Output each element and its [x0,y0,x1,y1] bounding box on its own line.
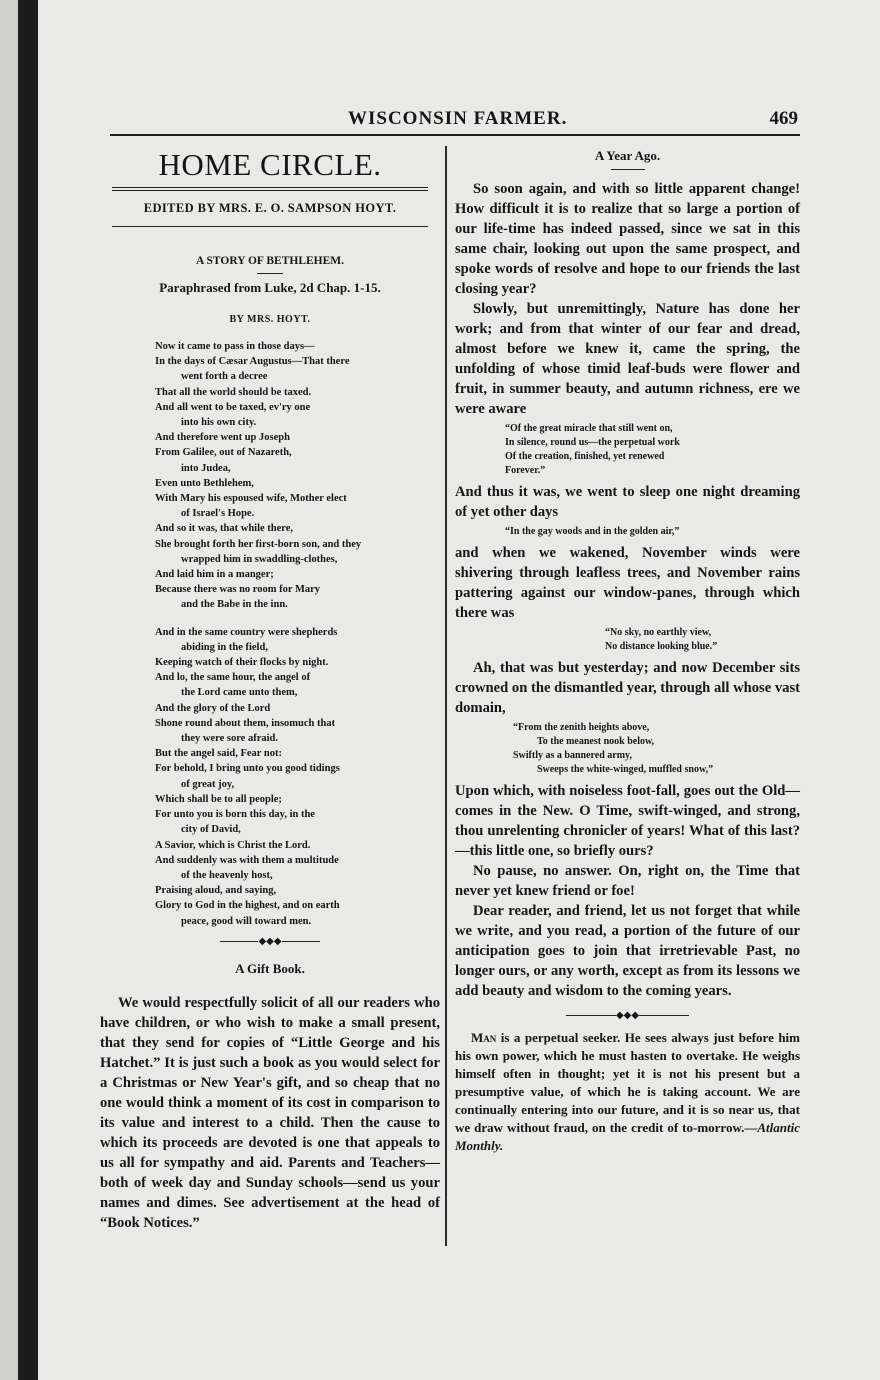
quote-line: “Of the great miracle that still went on, [505,423,673,434]
poem-line: And therefore went up Joseph [155,432,290,444]
title-double-rule [112,187,428,191]
page-edge [0,0,18,1380]
poem-line: Keeping watch of their flocks by night. [155,657,329,669]
gift-book-text: We would respectfully solicit of all our readers who have children, or who wish to make a small present, that they send for copies of “Little George and his Hatchet.” It is just such a book as you would select for a Christmas or New Year's gift, and so cheap that no one would think a moment of its cost in comparison to its value and interest to a child. Then the cause to which its proceeds are devoted is one that appeals to us all for sympathy and aid. Parents and Teachers—both of week day and Sunday schools—send us your names and dimes. See advertisement at the head of “Book Notices.” [100,994,440,1231]
poem-line: into his own city. [181,417,257,429]
poem-line: into Judea, [181,462,231,474]
poem-line: of the heavenly host, [181,869,273,881]
poem-line: abiding in the field, [181,641,268,653]
poem-line: That all the world should be taxed. [155,386,312,398]
section-title: HOME CIRCLE. [158,147,382,182]
paragraph: No pause, no answer. On, right on, the Time that never yet knew friend or foe! [455,863,800,899]
quote-line: “No sky, no earthly view, [605,627,712,638]
paragraph-text: is a perpetual seeker. He sees always just before him his own power, which he must hasten to overtake. He weighs himself often in thought; yet it is not his present but a presumptive value, of which he is taking account. We are continually entering into our future, and it is so near us, that we draw without fraud, on the credit of to-morrow.— [455,1030,800,1135]
poem-line: And in the same country were shepherds [155,626,338,638]
poem-line: they were sore afraid. [181,733,279,745]
poem-line: From Galilee, out of Nazareth, [155,447,292,459]
poem-line: For behold, I bring unto you good tidings [155,763,340,775]
quote-line: “From the zenith heights above, [513,722,650,733]
poem-line: Shone round about them, insomuch that [155,717,336,729]
quote-line: Forever.” [505,465,546,476]
lead-word: Man [471,1030,497,1045]
quote-line: To the meanest nook below, [537,736,655,747]
page-number: 469 [769,108,798,129]
header-rule [110,134,800,136]
paragraph: And thus it was, we went to sleep one night dreaming of yet other days [455,484,800,520]
quote-line: Swiftly as a bannered army, [513,750,632,761]
quote-block [455,721,800,777]
source-credit: Atlantic Monthly. [455,1120,800,1153]
poem-line: went forth a decree [181,371,268,383]
quote-line: No distance looking blue.” [605,641,718,652]
quote-line: “In the gay woods and in the golden air,” [505,526,680,537]
poem-line: city of David, [181,824,241,836]
quote-block [455,626,800,654]
quote-line: In silence, round us—the perpetual work [505,437,680,448]
poem-line: wrapped him in swaddling-clothes, [181,553,338,565]
left-column [100,140,440,1233]
gift-book-title: A Gift Book. [235,960,305,976]
year-ago-title: A Year Ago. [594,148,661,163]
poem-line: of great joy, [181,778,235,790]
poem [100,339,440,929]
poem-line: With Mary his espoused wife, Mother elect [155,493,347,505]
byline: BY MRS. HOYT. [229,314,311,325]
poem-line: She brought forth her first-born son, and they [155,538,362,550]
man-seeker-article [455,1029,800,1155]
poem-line: And laid him in a manger; [155,569,274,581]
running-title: WISCONSIN FARMER. [348,108,568,129]
poem-line: Even unto Bethlehem, [155,477,254,489]
editor-line: EDITED BY MRS. E. O. SAMPSON HOYT. [143,201,397,215]
ornament-divider: ◆◆◆ [455,1011,800,1021]
quote-line: Of the creation, finished, yet renewed [505,451,665,462]
poem-line: peace, good will toward men. [181,915,312,927]
poem-line: of Israel's Hope. [181,508,255,520]
poem-line: And so it was, that while there, [155,523,294,535]
poem-line: Because there was no room for Mary [155,584,321,596]
year-ago-title-rule [611,169,645,170]
quote-block [455,525,800,539]
poem-line: And the glory of the Lord [155,702,271,714]
poem-line: And all went to be taxed, ev'ry one [155,401,311,413]
running-head [110,108,800,136]
paragraph: and when we wakened, November winds were shivering through leafless trees, and November rains pattering against our window-panes, through which there was [455,545,800,621]
poem-line: And suddenly was with them a multitude [155,854,339,866]
poem-line: And lo, the same hour, the angel of [155,672,311,684]
poem-line: Glory to God in the highest, and on earth [155,900,340,912]
paragraph [455,1029,800,1155]
gift-book-article [100,993,440,1233]
editor-rule [112,226,428,227]
story-title: A STORY OF BETHLEHEM. [195,255,345,267]
paragraph: Dear reader, and friend, let us not forget that while we write, and you read, a portion of the future of our anticipation goes to join that irretrievable Past, no longer ours, or any worth, except as from its lessons we add beauty and wisdom to the coming years. [455,903,800,999]
binding-shadow [18,0,38,1380]
quote-line: Sweeps the white-winged, muffled snow,” [537,764,714,775]
paragraph: Upon which, with noiseless foot-fall, goes out the Old—comes in the New. O Time, swift-winged, and strong, thou unrelenting chronicler of years! What of this last?—this little one, so briefly ours? [455,783,800,859]
poem-line: In the days of Cæsar Augustus—That there [155,356,350,368]
paragraph: So soon again, and with so little apparent change! How difficult it is to realize that so large a portion of our life-time has indeed passed, since we sat in this same chair, looking out upon the same prospect, and spoke words of resolve and hope to our friends the last closing year? [455,181,800,297]
ornament-divider: ◆◆◆ [100,937,440,947]
paragraph: Slowly, but unremittingly, Nature has done her work; and from that winter of our fear and dread, almost before we knew it, came the spring, the unfolding of whose timid leaf-buds were flower and fruit, in summer beauty, and autumn richness, ere we were aware [455,301,800,417]
right-column [455,140,800,1155]
poem-line: Praising aloud, and saying, [155,885,277,897]
poem-line: For unto you is born this day, in the [155,809,315,821]
story-title-rule [257,273,283,274]
poem-line: Which shall be to all people; [155,793,282,805]
quote-block [455,422,800,478]
year-ago-article [455,179,800,1001]
poem-line: and the Babe in the inn. [181,599,288,611]
story-subtitle: Paraphrased from Luke, 2d Chap. 1-15. [159,280,381,295]
poem-line: But the angel said, Fear not: [155,748,282,760]
column-divider [445,146,447,1246]
paragraph: Ah, that was but yesterday; and now December sits crowned on the dismantled year, through all whose vast domain, [455,660,800,716]
stanza-gap [155,613,440,625]
poem-line: the Lord came unto them, [181,687,298,699]
poem-line: Now it came to pass in those days— [155,341,315,352]
poem-line: A Savior, which is Christ the Lord. [155,839,311,851]
